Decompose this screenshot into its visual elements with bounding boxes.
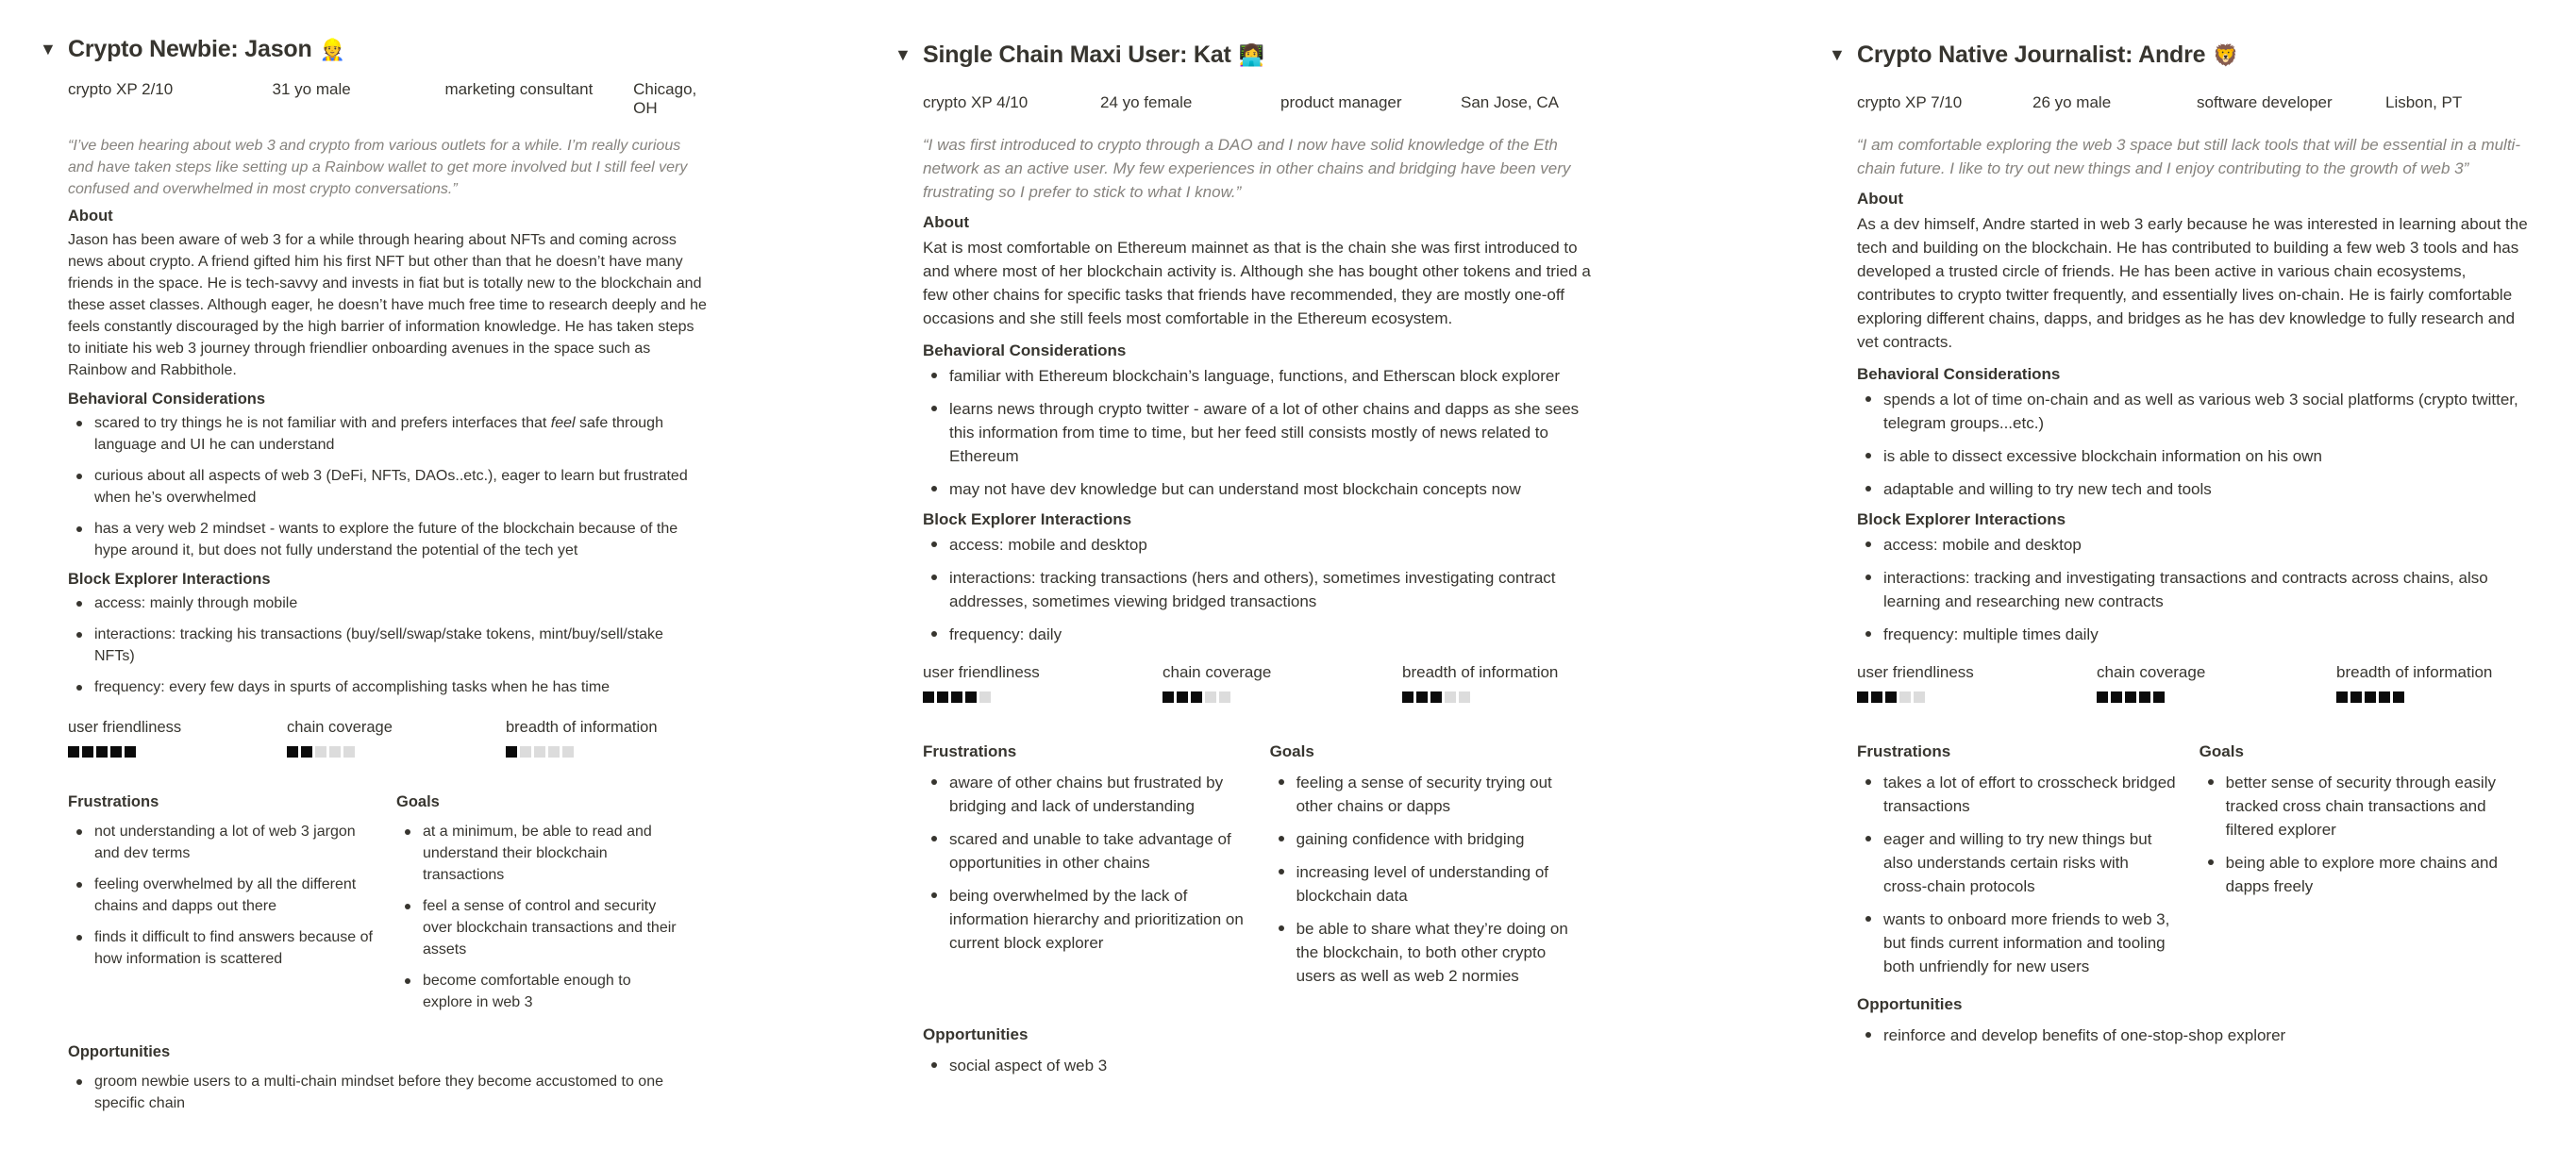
rating-square-filled [1177,691,1188,703]
rating-square-filled [2125,691,2136,703]
rating-square-empty [1445,691,1456,703]
rating-square-filled [2365,691,2376,703]
rating-square-filled [2153,691,2165,703]
rating-label: breadth of information [506,719,658,736]
list-item: access: mobile and desktop [1857,533,2536,557]
list-item: wants to onboard more friends to web 3, but finds current information and tooling both unfriendly for new users [1857,908,2177,978]
rating-square-filled [2350,691,2362,703]
rating-square-filled [82,746,93,758]
rating-square-filled [1402,691,1413,703]
rating-square-filled [506,746,517,758]
rating-square-empty [1459,691,1470,703]
list-item: being overwhelmed by the lack of information hierarchy and prioritization on current block explorer [923,884,1247,955]
rating-square-filled [2336,691,2348,703]
rating-squares [2336,691,2492,703]
rating-square-empty [534,746,545,758]
goals-list [2200,771,2508,898]
rating-user-friendliness [923,663,1163,703]
triangle-down-icon[interactable]: ▼ [40,40,57,58]
list-item: gaining confidence with bridging [1270,827,1574,851]
ratings-row [68,719,719,758]
persona-title: Crypto Native Journalist: Andre [1857,42,2206,68]
rating-square-filled [2139,691,2150,703]
opportunities-list [1857,1024,2536,1047]
rating-label: breadth of information [2336,663,2493,681]
behavioral-heading: Behavioral Considerations [1857,365,2061,383]
rating-label: user friendliness [1857,663,1974,681]
rating-squares [506,746,658,758]
meta-occupation: marketing consultant [444,80,594,98]
persona-emoji: 🦁 [2213,42,2239,67]
about-heading: About [68,208,113,225]
goals-heading: Goals [2199,742,2244,760]
rating-square-empty [1205,691,1216,703]
persona-header[interactable] [1829,42,2508,69]
meta-age: 24 yo female [1100,93,1193,111]
persona-emoji: 👷 [319,37,345,61]
rating-square-filled [1163,691,1174,703]
persona-quote: “I’ve been hearing about web 3 and crypto from various outlets for a while. I’m really curious and have taken steps like setting up a Rainbow wallet to get more involved but I still feel very confused and overwhelmed in most crypto conversations.” [68,138,688,197]
meta-crypto-xp: crypto XP 4/10 [923,93,1029,111]
about-text: Jason has been aware of web 3 for a while through hearing about NFTs and coming across news about crypto. A friend gifted him his first NFT but other than that he doesn’t have many friends in the space. He is tech-savvy and invests in fiat but is totally new to the blockchain and these asset classes. Although eager, he doesn’t have much free time to research deeply and he feels constantly discouraged by the high barrier of information knowledge. He has taken steps to initiate his web 3 journey through friendlier onboarding avenues in the space such as Rainbow and Rabbithole. [68,232,707,378]
list-item: be able to share what they’re doing on the blockchain, to both other crypto users as well as web 2 normies [1270,917,1574,988]
list-item: aware of other chains but frustrated by bridging and lack of understanding [923,771,1247,818]
explorer-list [68,592,691,698]
meta-location: Lisbon, PT [2385,93,2463,111]
rating-square-filled [951,691,962,703]
behavioral-heading: Behavioral Considerations [68,391,266,408]
persona-meta [68,80,719,118]
list-item: scared to try things he is not familiar with and prefers interfaces that feel safe through language and UI he can understand [68,412,691,456]
frustrations-heading: Frustrations [1857,742,1951,760]
list-item: access: mainly through mobile [68,592,691,614]
behavioral-list [1857,388,2536,501]
list-item: not understanding a lot of web 3 jargon and dev terms [68,821,374,864]
meta-occupation: product manager [1280,93,1402,111]
list-item: groom newbie users to a multi-chain mindset before they become accustomed to one specific chain [68,1071,691,1114]
rating-square-filled [1191,691,1202,703]
list-item: feeling overwhelmed by all the different chains and dapps out there [68,874,374,917]
persona-card [895,42,1591,1087]
frustrations-heading: Frustrations [68,793,159,810]
opportunities-heading: Opportunities [923,1025,1029,1043]
goals-list [396,821,679,1013]
goals-column [396,793,679,1023]
explorer-heading: Block Explorer Interactions [68,571,271,588]
rating-label: user friendliness [923,663,1040,681]
persona-card [40,36,719,1124]
ratings-row [923,663,1574,703]
goals-column [2200,742,2508,988]
list-item: at a minimum, be able to read and understand their blockchain transactions [396,821,679,886]
rating-squares [1857,691,2097,703]
goals-list [1270,771,1574,988]
meta-location: Chicago, OH [633,80,697,117]
frustrations-heading: Frustrations [923,742,1017,760]
opportunities-heading: Opportunities [68,1043,171,1060]
persona-title: Crypto Newbie: Jason [68,36,312,62]
rating-breadth [2336,663,2492,703]
frustrations-list [1857,771,2177,978]
rating-breadth [506,719,658,758]
opportunities-list [923,1054,1602,1077]
persona-meta [1857,93,2508,112]
about-text: As a dev himself, Andre started in web 3 early because he was interested in learning about the tech and building on the blockchain. He has contributed to building a few web 3 tools and has developed a trusted circle of friends. He has been active in various chain ecosystems, contributes to crypto twitter frequently, and essentially lives on-chain. He is fairly comfortable exploring different chains, dapps, and bridges as he has dev knowledge to fully research and vet contracts. [1857,215,2528,351]
explorer-heading: Block Explorer Interactions [923,510,1132,528]
list-item: is able to dissect excessive blockchain information on his own [1857,444,2536,468]
rating-square-filled [937,691,948,703]
meta-crypto-xp: crypto XP 2/10 [68,80,174,98]
rating-square-filled [301,746,312,758]
meta-occupation: software developer [2197,93,2333,111]
list-item: interactions: tracking and investigating transactions and contracts across chains, also learning and researching new contracts [1857,566,2536,613]
persona-quote: “I was first introduced to crypto through a DAO and I now have solid knowledge of the Eth network as an active user. My few experiences in other chains and bridging have been very frustrating so I prefer to stick to what I know.” [923,136,1571,201]
explorer-list [1857,533,2536,646]
rating-chain-coverage [2097,663,2336,703]
rating-square-empty [315,746,326,758]
list-item: interactions: tracking his transactions (buy/sell/swap/stake tokens, mint/buy/sell/stake NFTs) [68,624,691,667]
rating-square-filled [96,746,108,758]
explorer-heading: Block Explorer Interactions [1857,510,2066,528]
rating-squares [1402,691,1558,703]
rating-square-filled [965,691,977,703]
behavioral-heading: Behavioral Considerations [923,341,1127,359]
list-item: curious about all aspects of web 3 (DeFi, NFTs, DAOs..etc.), eager to learn but frustrated when he’s overwhelmed [68,465,691,508]
list-item: reinforce and develop benefits of one-stop-shop explorer [1857,1024,2536,1047]
persona-card [1829,42,2528,1057]
rating-label: chain coverage [2097,663,2206,681]
list-item: increasing level of understanding of blockchain data [1270,860,1574,908]
rating-label: breadth of information [1402,663,1559,681]
rating-breadth [1402,663,1558,703]
rating-user-friendliness [68,719,287,758]
about-heading: About [1857,190,1904,208]
explorer-list [923,533,1602,646]
list-item: better sense of security through easily tracked cross chain transactions and filtered explorer [2200,771,2508,841]
rating-label: chain coverage [287,719,393,736]
rating-square-filled [1871,691,1882,703]
list-item: interactions: tracking transactions (hers and others), sometimes investigating contract addresses, sometimes viewing bridged transactions [923,566,1602,613]
list-item: scared and unable to take advantage of opportunities in other chains [923,827,1247,874]
list-item: learns news through crypto twitter - aware of a lot of other chains and dapps as she sees this information from time to time, but her feed still consists mostly of news related to Ethereum [923,397,1602,468]
rating-square-empty [520,746,531,758]
rating-square-filled [110,746,122,758]
list-item: spends a lot of time on-chain and as well as various web 3 social platforms (crypto twitter, telegram groups...etc.) [1857,388,2536,435]
frustrations-column [1857,742,2200,988]
rating-square-empty [343,746,355,758]
rating-square-empty [562,746,574,758]
persona-meta [923,93,1574,112]
list-item: finds it difficult to find answers because of how information is scattered [68,926,374,970]
rating-square-filled [2379,691,2390,703]
list-item: frequency: every few days in spurts of accomplishing tasks when he has time [68,676,691,698]
list-item: adaptable and willing to try new tech and tools [1857,477,2536,501]
list-item: access: mobile and desktop [923,533,1602,557]
rating-square-filled [68,746,79,758]
goals-column [1270,742,1574,997]
rating-square-empty [1899,691,1911,703]
list-item: takes a lot of effort to crosscheck bridged transactions [1857,771,2177,818]
rating-squares [287,746,506,758]
rating-square-empty [548,746,560,758]
frustrations-list [923,771,1247,955]
persona-header[interactable] [40,36,719,63]
list-item: feel a sense of control and security over blockchain transactions and their assets [396,895,679,960]
rating-squares [68,746,287,758]
rating-label: chain coverage [1163,663,1272,681]
rating-user-friendliness [1857,663,2097,703]
frustrations-list [68,821,374,970]
persona-emoji: 👩‍💻 [1238,42,1265,67]
rating-square-filled [1885,691,1897,703]
rating-square-empty [329,746,341,758]
rating-squares [2097,691,2336,703]
meta-location: San Jose, CA [1461,93,1559,111]
behavioral-list [923,364,1602,501]
rating-square-filled [1430,691,1442,703]
list-item: become comfortable enough to explore in web 3 [396,970,679,1013]
persona-header[interactable] [895,42,1574,69]
rating-square-filled [125,746,136,758]
meta-age: 26 yo male [2032,93,2112,111]
triangle-down-icon[interactable]: ▼ [895,45,912,64]
meta-age: 31 yo male [272,80,351,98]
opportunities-heading: Opportunities [1857,995,1963,1013]
ratings-row [1857,663,2508,703]
rating-label: user friendliness [68,719,182,736]
rating-square-filled [2393,691,2404,703]
list-item: frequency: daily [923,623,1602,646]
rating-square-filled [923,691,934,703]
rating-square-empty [1914,691,1925,703]
rating-square-filled [2097,691,2108,703]
about-heading: About [923,213,970,231]
list-item: eager and willing to try new things but also understands certain risks with cross-chain protocols [1857,827,2177,898]
list-item: may not have dev knowledge but can understand most blockchain concepts now [923,477,1602,501]
opportunities-list [68,1071,691,1114]
rating-chain-coverage [1163,663,1402,703]
behavioral-list [68,412,691,561]
rating-square-filled [1416,691,1428,703]
persona-title: Single Chain Maxi User: Kat [923,42,1231,68]
list-item: being able to explore more chains and dapps freely [2200,851,2508,898]
goals-heading: Goals [1269,742,1314,760]
rating-square-filled [1857,691,1868,703]
list-item: social aspect of web 3 [923,1054,1602,1077]
list-item: familiar with Ethereum blockchain’s language, functions, and Etherscan block explorer [923,364,1602,388]
meta-crypto-xp: crypto XP 7/10 [1857,93,1963,111]
goals-heading: Goals [396,793,440,810]
triangle-down-icon[interactable]: ▼ [1829,45,1846,64]
list-item: has a very web 2 mindset - wants to explore the future of the blockchain because of the hype around it, but does not fully understand the potential of the tech yet [68,518,691,561]
rating-square-empty [979,691,991,703]
persona-quote: “I am comfortable exploring the web 3 space but still lack tools that will be essential in a multi-chain future. I like to try out new things and I enjoy contributing to the growth of web 3” [1857,136,2520,177]
list-item: frequency: multiple times daily [1857,623,2536,646]
rating-chain-coverage [287,719,506,758]
rating-squares [1163,691,1402,703]
frustrations-column [68,793,396,1023]
rating-square-empty [1219,691,1230,703]
frustrations-column [923,742,1270,997]
about-text: Kat is most comfortable on Ethereum mainnet as that is the chain she was first introduced to and where most of her blockchain activity is. Although she has bought other tokens and tried a few other chains for specific tasks that friends have recommended, they are mostly one-off occasions and she still feels most comfortable in the Ethereum ecosystem. [923,239,1591,327]
rating-squares [923,691,1163,703]
list-item: feeling a sense of security trying out other chains or dapps [1270,771,1574,818]
rating-square-filled [2111,691,2122,703]
rating-square-filled [287,746,298,758]
